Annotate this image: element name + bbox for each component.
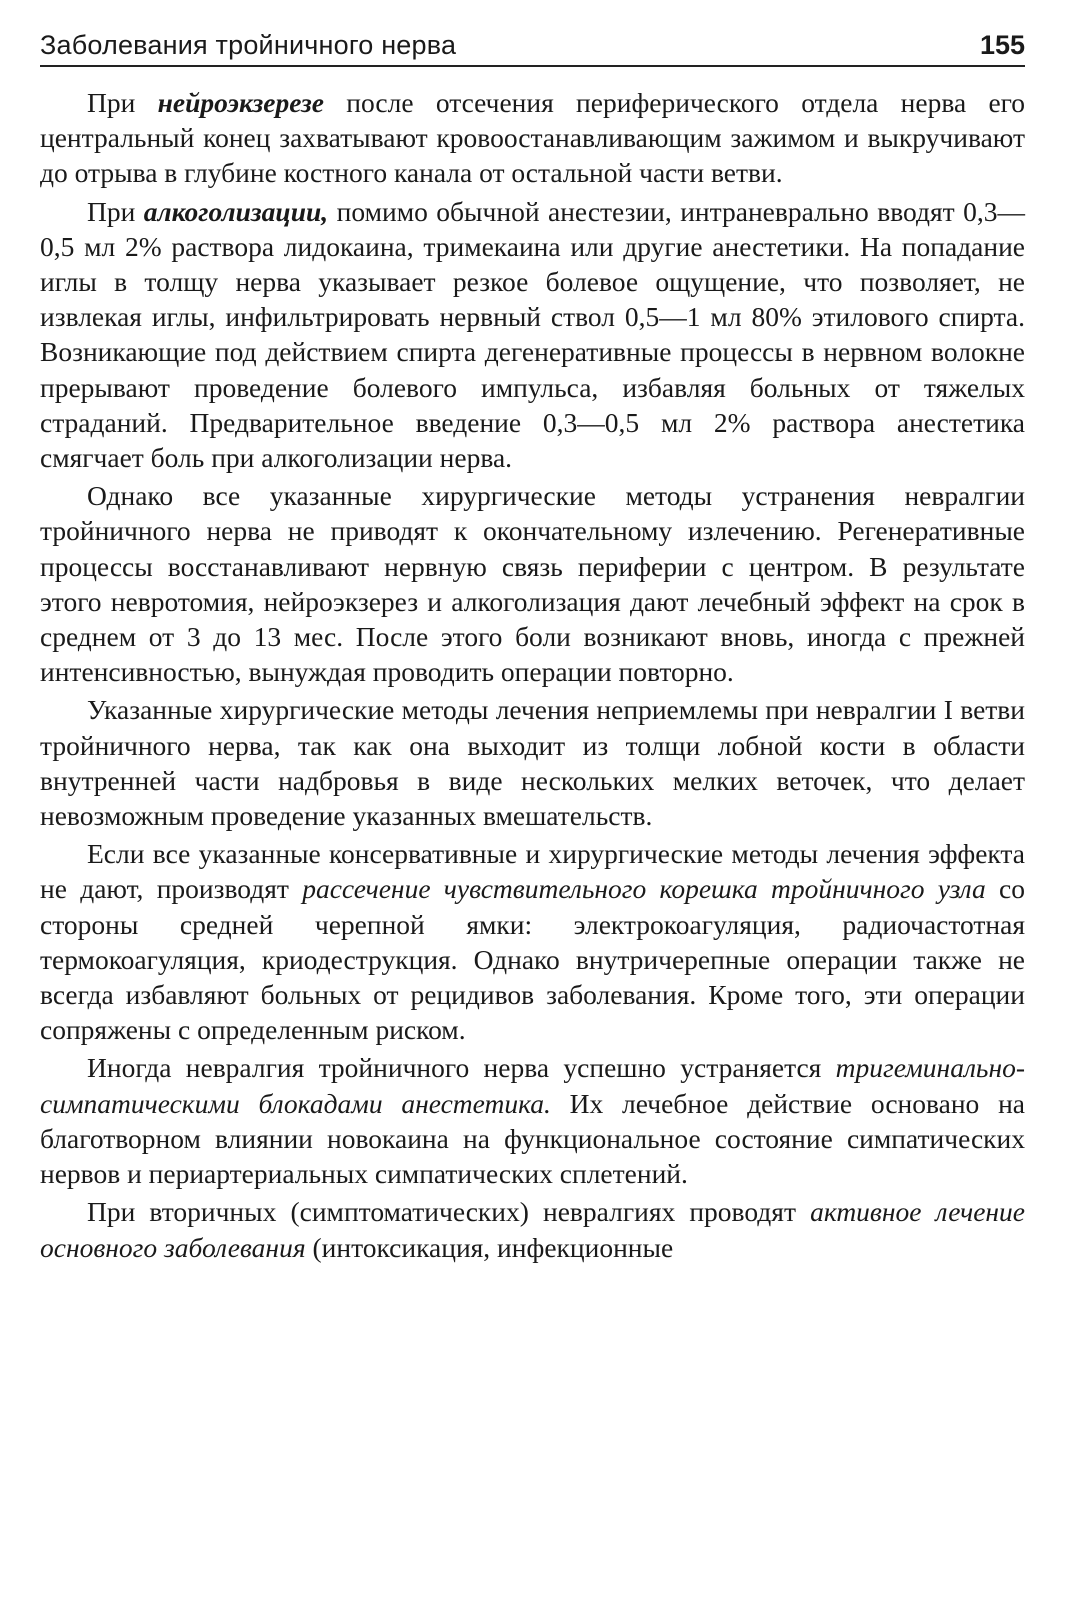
paragraph	[40, 85, 1025, 191]
term-alcoholization: алкоголизации,	[143, 195, 329, 227]
paragraph-text: Если все указанные консервативные и хирургические методы лечения эффекта не дают, производят	[40, 838, 1025, 905]
book-page	[40, 30, 1025, 1268]
paragraph-text: Иногда невралгия тройничного нерва успешно устраняется	[87, 1052, 836, 1084]
paragraph-text: со стороны средней черепной ямки: электрокоагуляция, радиочастотная термокоагуляция, криодеструкция. Однако внутричерепные операции также не всегда избавляют больных от рецидивов заболевания. Кроме того, эти операции сопряжены с определенным риском.	[40, 873, 1025, 1046]
term-trigeminal-sympathetic-blockade: тригеминально-симпатическими блокадами анестетика.	[40, 1052, 1025, 1119]
paragraph-text: после отсечения периферического отдела нерва его центральный конец захватывают кровоостанавливающим зажимом и выкручивают до отрыва в глубине костного канала от остальной части ветви.	[40, 87, 1026, 189]
paragraph	[40, 692, 1025, 833]
running-header	[40, 30, 1025, 67]
paragraph	[40, 194, 1025, 476]
paragraph	[40, 1050, 1025, 1191]
paragraph-text: При вторичных (симптоматических) невралгиях проводят	[87, 1196, 811, 1228]
page-number: 155	[979, 30, 1025, 60]
paragraph	[40, 478, 1025, 689]
body-text	[40, 85, 1025, 1265]
paragraph	[40, 836, 1025, 1047]
term-active-treatment: активное лечение основного заболевания	[40, 1196, 1026, 1263]
paragraph-text: При	[87, 87, 158, 118]
term-root-transection: рассечение чувствительного корешка тройничного узла	[302, 873, 986, 905]
paragraph-text: Их лечебное действие основано на благотворном влиянии новокаина на функциональное состояние симпатических нервов и периартериальных симпатических сплетений.	[40, 1087, 1025, 1190]
running-title: Заболевания тройничного нерва	[40, 30, 457, 60]
paragraph-text: Однако все указанные хирургические методы устранения невралгии тройничного нерва не приводят к окончательному излечению. Регенеративные процессы восстанавливают нервную связь периферии с центром. В результате этого невротомия, нейроэкзерез и алкоголизация дают лечебный эффект на срок в среднем от 3 до 13 мес. После этого боли возникают вновь, иногда с прежней интенсивностью, вынуждая проводить операции повторно.	[40, 480, 1025, 688]
paragraph-text: Указанные хирургические методы лечения неприемлемы при невралгии I ветви тройничного нерва, так как она выходит из толщи лобной кости в области внутренней части надбровья в виде нескольких мелких веточек, что делает невозможным проведение указанных вмешательств.	[40, 694, 1025, 832]
paragraph-text: помимо обычной анестезии, интраневрально вводят 0,3—0,5 мл 2% раствора лидокаина, тримекаина или другие анестетики. На попадание иглы в толщу нерва указывает резкое болевое ощущение, что позволяет, не извлекая иглы, инфильтрировать нервный ствол 0,5—1 мл 80% этилового спирта. Возникающие под действием спирта дегенеративные процессы в нервном волокне прерывают проведение болевого импульса, избавляя больных от тяжелых страданий. Предварительное введение 0,3—0,5 мл 2% раствора анестетика смягчает боль при алкоголизации нерва.	[40, 195, 1025, 474]
paragraph-text: (интоксикация, инфекционные	[305, 1231, 674, 1263]
paragraph-text: При	[87, 195, 144, 227]
term-neuroexeresis: нейроэкзерезе	[157, 87, 324, 118]
paragraph	[40, 1194, 1025, 1264]
